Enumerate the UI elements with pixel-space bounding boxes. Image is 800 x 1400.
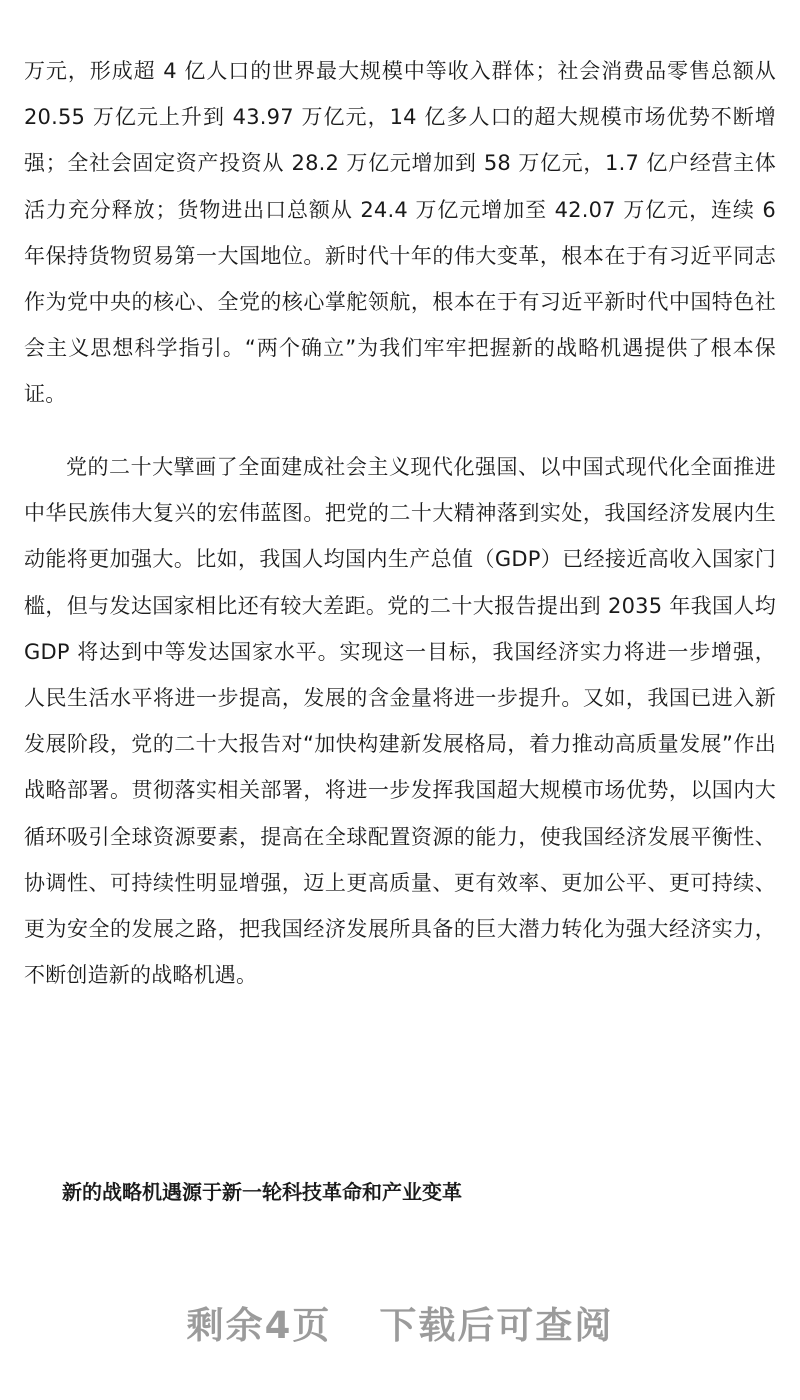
- cut-off-previous-line: [24, 0, 784, 8]
- paragraph-economy-stats: 万元，形成超 4 亿人口的世界最大规模中等收入群体；社会消费品零售总额从 20.55 万亿元上升到 43.97 万亿元，14 亿多人口的超大规模市场优势不断增强；全社会固定资产投资从 28.2 万亿元增加到 58 万亿元，1.7 亿户经营主体活力充分释放；货物进出口总额从 24.4 万亿元增加至 42.07 万亿元，连续 6 年保持货物贸易第一大国地位。新时代十年的伟大变革，根本在于有习近平同志作为党中央的核心、全党的核心掌舵领航，根本在于有习近平新时代中国特色社会主义思想科学指引。“两个确立”为我们牢牢把握新的战略机遇提供了根本保证。: [24, 59, 776, 407]
- download-prompt-button[interactable]: [0, 1295, 800, 1349]
- paragraph-twentieth-congress: 党的二十大擘画了全面建成社会主义现代化强国、以中国式现代化全面推进中华民族伟大复兴的宏伟蓝图。把党的二十大精神落到实处，我国经济发展内生动能将更加强大。比如，我国人均国内生产总值（GDP）已经接近高收入国家门槛，但与发达国家相比还有较大差距。党的二十大报告提出到 2035 年我国人均 GDP 将达到中等发达国家水平。实现这一目标，我国经济实力将进一步增强，人民生活水平将进一步提高，发展的含金量将进一步提升。又如，我国已进入新发展阶段，党的二十大报告对“加快构建新发展格局，着力推动高质量发展”作出战略部署。贯彻落实相关部署，将进一步发挥我国超大规模市场优势，以国内大循环吸引全球资源要素，提高在全球配置资源的能力，使我国经济发展平衡性、协调性、可持续性明显增强，迈上更高质量、更有效率、更加公平、更可持续、更为安全的发展之路，把我国经济发展所具备的巨大潜力转化为强大经济实力，不断创造新的战略机遇。: [24, 455, 776, 988]
- download-to-read-label: 下载后可查阅: [379, 1304, 614, 1347]
- remaining-pages-label: 剩余4页: [186, 1304, 332, 1347]
- section-heading: 新的战略机遇源于新一轮科技革命和产业变革: [62, 1180, 462, 1204]
